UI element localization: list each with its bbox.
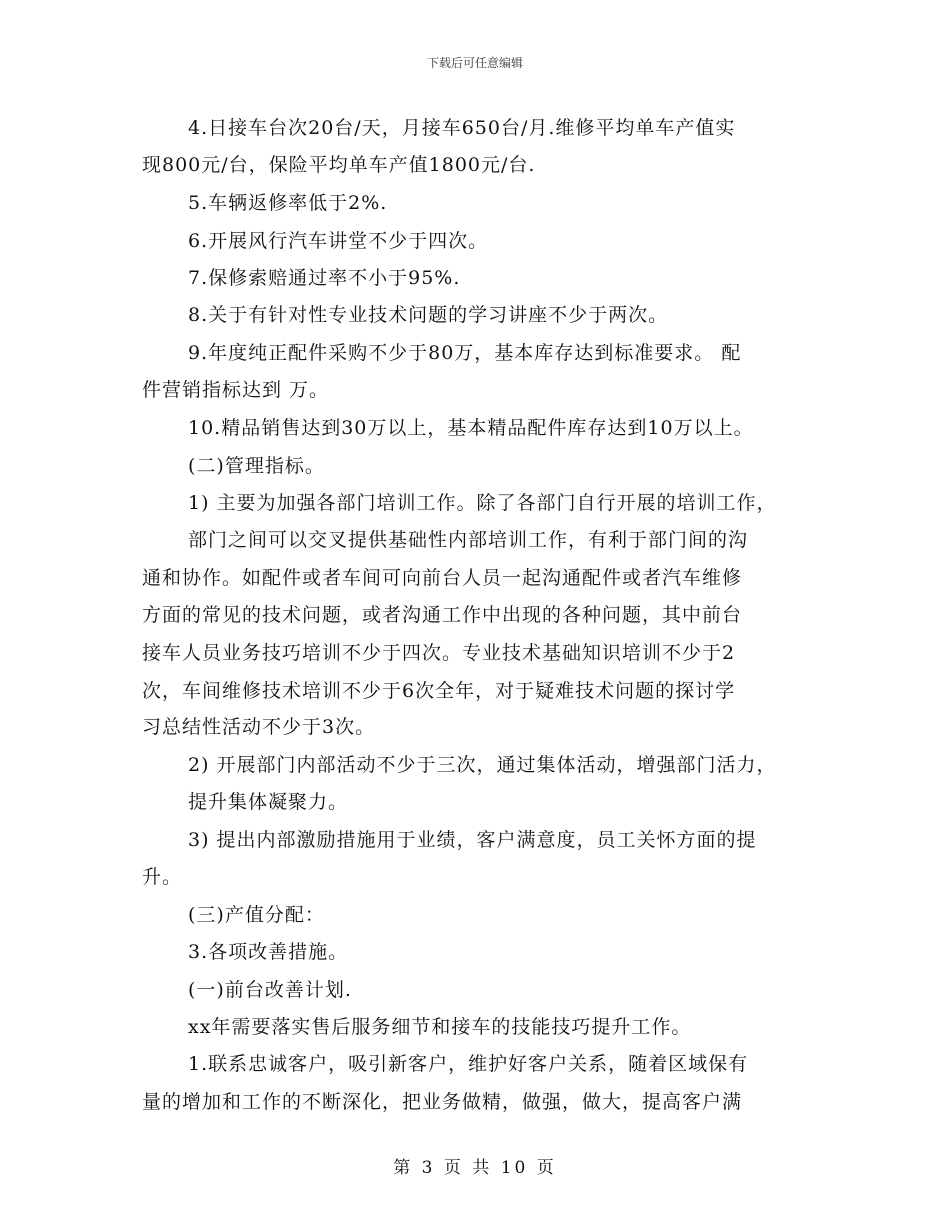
text-line: 1) 主要为加强各部门培训工作。除了各部门自行开展的培训工作， (188, 492, 777, 514)
text-line: 升。 (142, 866, 183, 888)
page-footer: 第 3 页 共 10 页 (393, 1158, 557, 1178)
text-line: 方面的常见的技术问题，或者沟通工作中出现的各种问题，其中前台 (142, 604, 743, 626)
section-heading: 3.各项改善措施。 (188, 941, 349, 963)
text-line: 10.精品销售达到30万以上，基本精品配件库存达到10万以上。 (188, 417, 754, 439)
text-line: 7.保修索赔通过率不小于95%. (188, 267, 461, 289)
text-line: 9.年度纯正配件采购不少于80万，基本库存达到标准要求。 配 (188, 342, 742, 364)
text-line: 1.联系忠诚客户，吸引新客户，维护好客户关系，随着区域保有 (188, 1053, 749, 1075)
text-line: 提升集体凝聚力。 (188, 791, 349, 813)
text-line: 4.日接车台次20台/天，月接车650台/月.维修平均单车产值实 (188, 117, 736, 139)
text-line: 2) 开展部门内部活动不少于三次，通过集体活动，增强部门活力， (188, 754, 777, 776)
text-line: 5.车辆返修率低于2%. (188, 192, 388, 214)
text-line: xx年需要落实售后服务细节和接车的技能技巧提升工作。 (188, 1016, 692, 1038)
section-heading: (三)产值分配： (188, 904, 325, 926)
text-line: 通和协作。如配件或者车间可向前台人员一起沟通配件或者汽车维修 (142, 567, 743, 589)
text-line: 8.关于有针对性专业技术问题的学习讲座不少于两次。 (188, 304, 669, 326)
text-line: 部门之间可以交叉提供基础性内部培训工作，有利于部门间的沟 (188, 529, 749, 551)
text-line: 习总结性活动不少于3次。 (142, 716, 376, 738)
text-line: 量的增加和工作的不断深化，把业务做精，做强，做大，提高客户满 (142, 1091, 743, 1113)
text-line: 次，车间维修技术培训不少于6次全年，对于疑难技术问题的探讨学 (142, 680, 736, 702)
text-line: 6.开展风行汽车讲堂不少于四次。 (188, 230, 489, 252)
text-line: 件营销指标达到 万。 (142, 379, 330, 401)
text-line: 现800元/台，保险平均单车产值1800元/台. (142, 154, 536, 176)
text-line: 3) 提出内部激励措施用于业绩，客户满意度，员工关怀方面的提 (188, 829, 757, 851)
text-line: 接车人员业务技巧培训不少于四次。专业技术基础知识培训不少于2 (142, 642, 736, 664)
page-header: 下载后可任意编辑 (426, 56, 523, 70)
section-heading: (一)前台改善计划. (188, 979, 352, 1001)
section-heading: (二)管理指标。 (188, 455, 325, 477)
